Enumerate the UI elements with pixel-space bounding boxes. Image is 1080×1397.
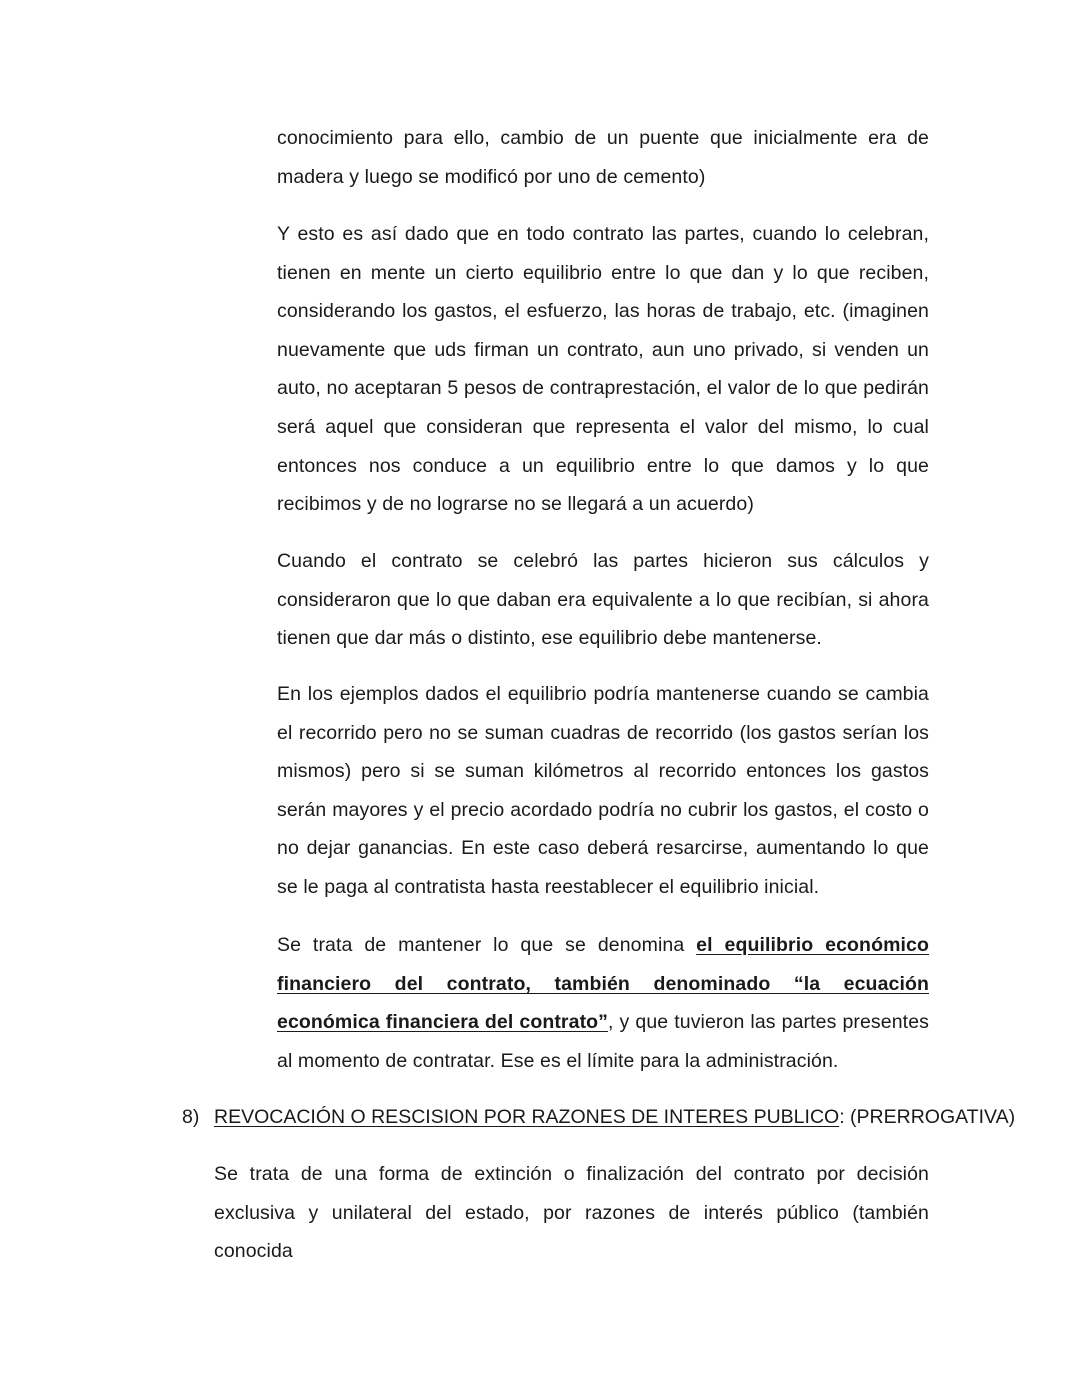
paragraph-economic-equation (277, 926, 929, 1080)
paragraph-parties-calculations: Cuando el contrato se celebró las partes hicieron sus cálculos y consideraron que lo que daban era equivalente a lo que recibían, si ahora tienen que dar más o distinto, ese equilibrio debe mantenerse. (277, 550, 929, 650)
section-title: REVOCACIÓN O RESCISION POR RAZONES DE INTERES PUBLICO (214, 1106, 840, 1128)
economic-equation-intro: Se trata de mantener lo que se denomina (277, 934, 697, 956)
paragraph-bridge-example: conocimiento para ello, cambio de un puente que inicialmente era de madera y luego se modificó por uno de cemento) (277, 127, 929, 188)
economic-equation-term: el equilibrio económico financiero del contrato, también denominado “la ecuación económica financiera del contrato” (277, 934, 929, 1034)
paragraph-contract-equilibrium: Y esto es así dado que en todo contrato las partes, cuando lo celebran, tienen en mente un cierto equilibrio entre lo que dan y lo que reciben, considerando los gastos, el esfuerzo, las horas de trabajo, etc. (imaginen nuevamente que uds firman un contrato, aun uno privado, si venden un auto, no aceptaran 5 pesos de contraprestación, el valor de lo que pedirán será aquel que consideran que representa el valor del mismo, lo cual entonces nos conduce a un equilibrio entre lo que damos y lo que recibimos y de no lograrse no se llegará a un acuerdo) (277, 223, 929, 516)
section-8-heading (182, 1098, 1016, 1137)
economic-equation-conclusion: , y que tuvieron las partes presentes al momento de contratar. Ese es el límite para la administración. (277, 1011, 929, 1072)
paragraph-revocation-definition: Se trata de una forma de extinción o finalización del contrato por decisión exclusiva y unilateral del estado, por razones de interés público (también conocida (214, 1163, 929, 1263)
paragraph-examples: En los ejemplos dados el equilibrio podría mantenerse cuando se cambia el recorrido pero no se suman cuadras de recorrido (los gastos serían los mismos) pero si se suman kilómetros al recorrido entonces los gastos serán mayores y el precio acordado podría no cubrir los gastos, el costo o no dejar ganancias. En este caso deberá resarcirse, aumentando lo que se le paga al contratista hasta reestablecer el equilibrio inicial. (277, 683, 929, 898)
section-suffix: : (PRERROGATIVA) (839, 1106, 1016, 1128)
section-number: 8) (182, 1106, 200, 1128)
